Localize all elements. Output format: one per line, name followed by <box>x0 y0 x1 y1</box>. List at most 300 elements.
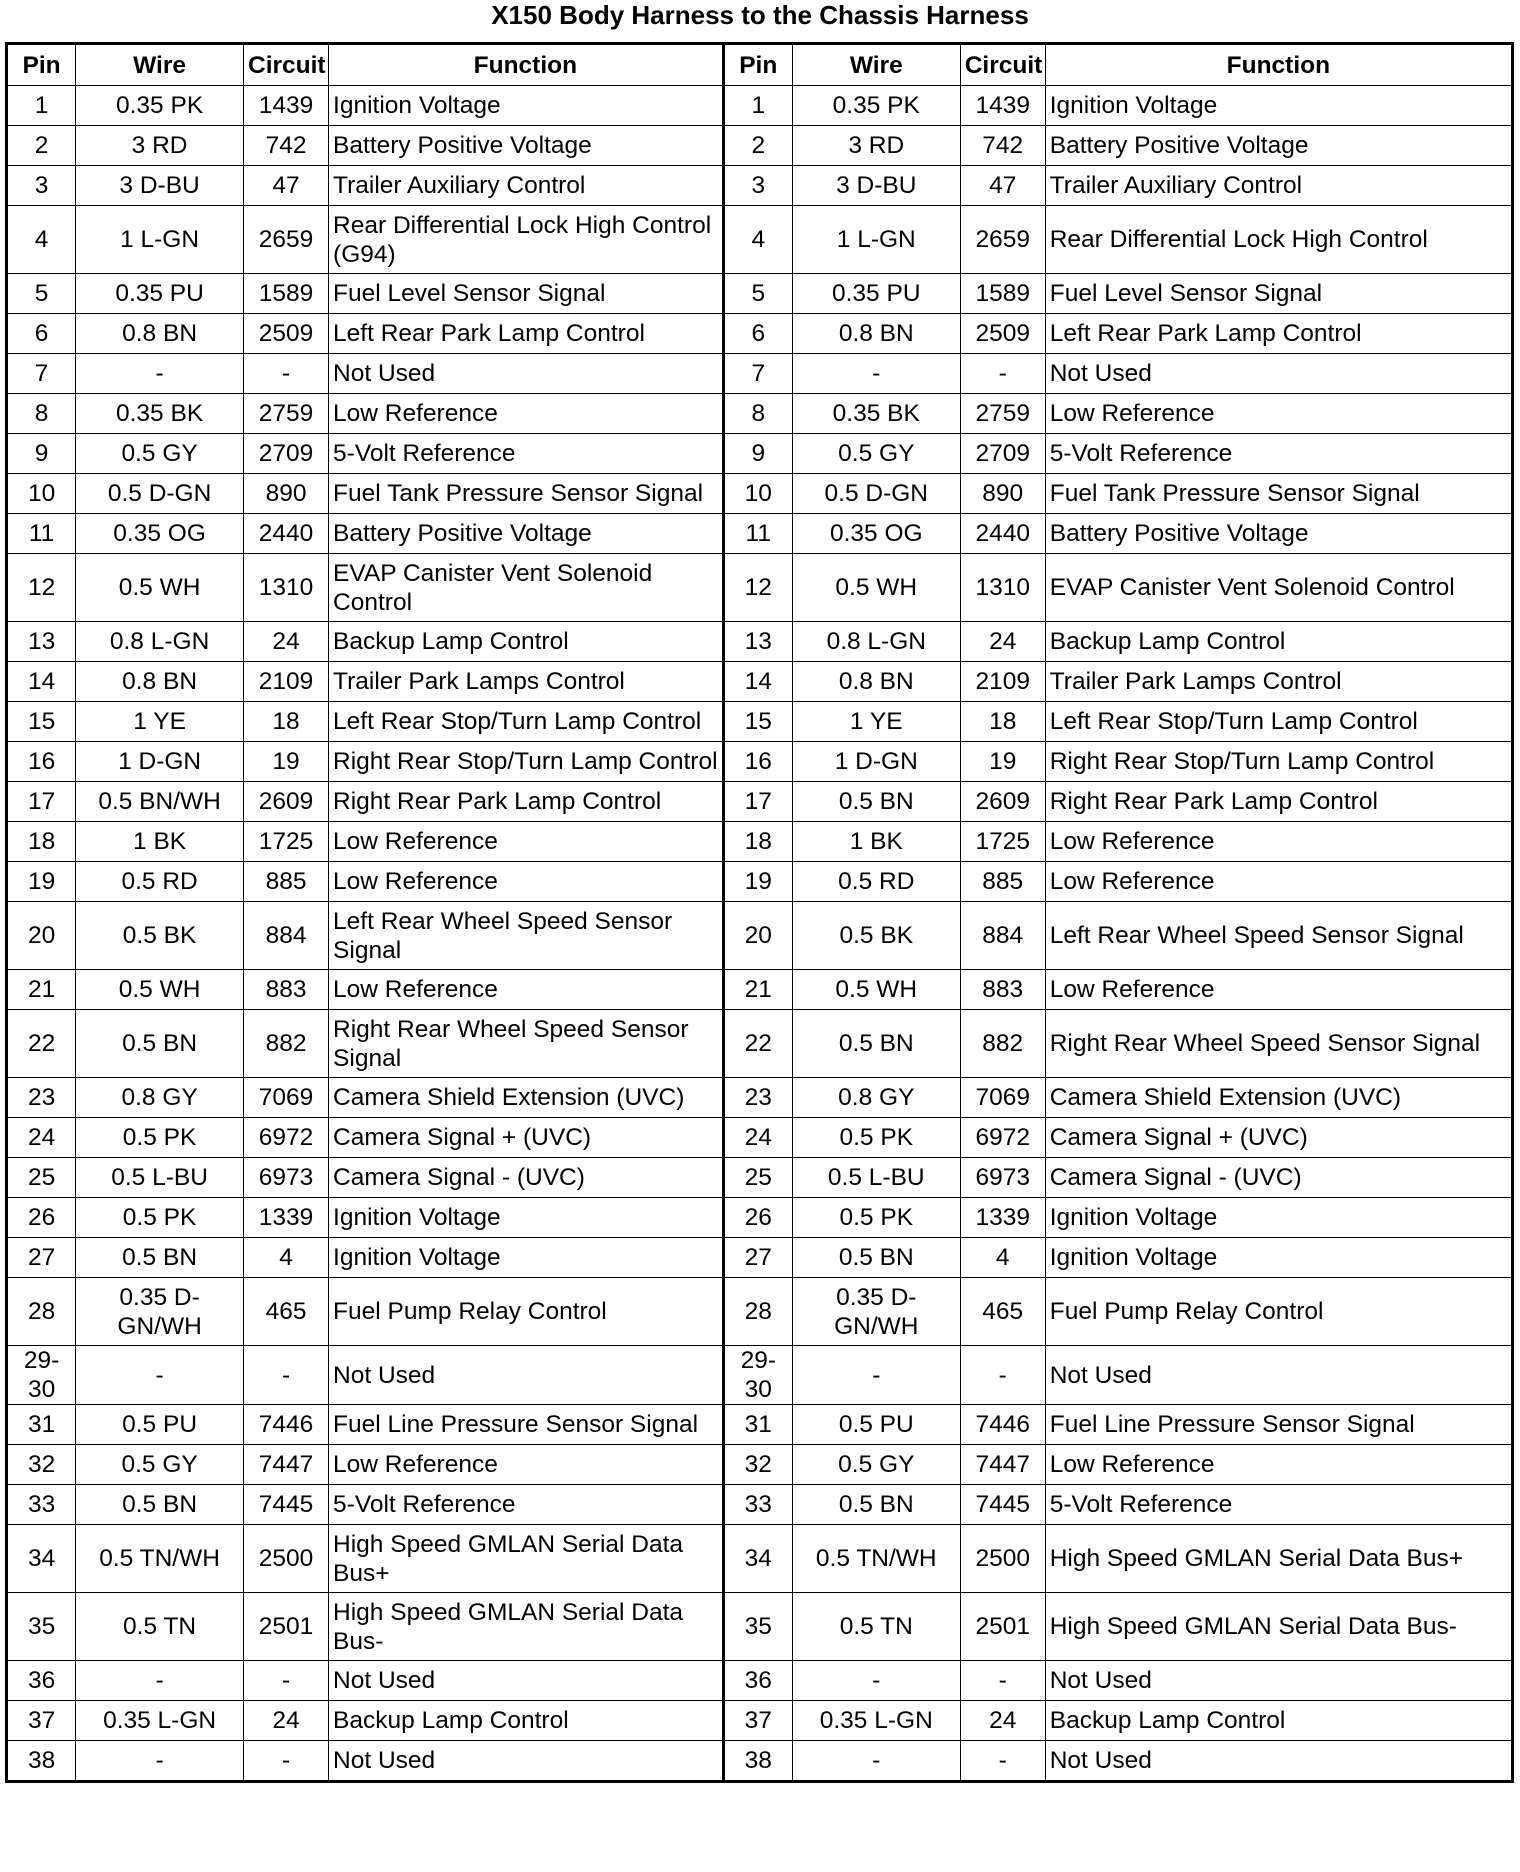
left-wire-cell: 0.5 PU <box>76 1405 244 1445</box>
right-wire-cell: - <box>792 1346 960 1405</box>
left-wire-cell: 0.5 TN/WH <box>76 1525 244 1593</box>
left-wire-cell: - <box>76 354 244 394</box>
right-pin-cell: 37 <box>723 1701 792 1741</box>
table-row <box>7 1158 1513 1198</box>
table-row <box>7 1445 1513 1485</box>
right-wire-cell: 1 YE <box>792 702 960 742</box>
right-function-cell: Trailer Park Lamps Control <box>1045 662 1512 702</box>
left-circuit-cell: 742 <box>244 126 329 166</box>
right-circuit-cell: 2509 <box>960 314 1045 354</box>
left-circuit-cell: 2609 <box>244 782 329 822</box>
right-circuit-cell: 6972 <box>960 1118 1045 1158</box>
left-circuit-cell: 2501 <box>244 1593 329 1661</box>
right-wire-cell: 0.35 L-GN <box>792 1701 960 1741</box>
left-wire-cell: 0.5 GY <box>76 1445 244 1485</box>
col-header-function: Function <box>1045 44 1512 86</box>
right-wire-cell: 0.5 PK <box>792 1118 960 1158</box>
col-header-function: Function <box>329 44 724 86</box>
left-pin-cell: 15 <box>7 702 76 742</box>
left-function-cell: Rear Differential Lock High Control (G94) <box>329 206 724 274</box>
right-circuit-cell: 883 <box>960 970 1045 1010</box>
right-circuit-cell: 7445 <box>960 1485 1045 1525</box>
right-wire-cell: 0.5 WH <box>792 554 960 622</box>
left-circuit-cell: 2709 <box>244 434 329 474</box>
right-function-cell: Ignition Voltage <box>1045 1238 1512 1278</box>
left-pin-cell: 7 <box>7 354 76 394</box>
table-body <box>7 86 1513 1782</box>
table-row <box>7 1701 1513 1741</box>
right-circuit-cell: 1310 <box>960 554 1045 622</box>
table-row <box>7 1118 1513 1158</box>
right-wire-cell: 0.35 PU <box>792 274 960 314</box>
left-wire-cell: - <box>76 1346 244 1405</box>
right-function-cell: Right Rear Stop/Turn Lamp Control <box>1045 742 1512 782</box>
right-wire-cell: 0.5 L-BU <box>792 1158 960 1198</box>
col-header-wire: Wire <box>76 44 244 86</box>
right-circuit-cell: 2709 <box>960 434 1045 474</box>
left-pin-cell: 34 <box>7 1525 76 1593</box>
table-title: X150 Body Harness to the Chassis Harness <box>491 0 1029 30</box>
left-pin-cell: 24 <box>7 1118 76 1158</box>
right-wire-cell: 0.35 BK <box>792 394 960 434</box>
right-pin-cell: 12 <box>723 554 792 622</box>
right-pin-cell: 36 <box>723 1661 792 1701</box>
right-wire-cell: 0.5 D-GN <box>792 474 960 514</box>
right-wire-cell: 0.8 GY <box>792 1078 960 1118</box>
left-function-cell: Camera Shield Extension (UVC) <box>329 1078 724 1118</box>
table-row <box>7 742 1513 782</box>
left-wire-cell: 3 RD <box>76 126 244 166</box>
right-pin-cell: 20 <box>723 902 792 970</box>
left-pin-cell: 16 <box>7 742 76 782</box>
right-pin-cell: 21 <box>723 970 792 1010</box>
table-row <box>7 1078 1513 1118</box>
right-wire-cell: 0.5 TN <box>792 1593 960 1661</box>
left-pin-cell: 28 <box>7 1278 76 1346</box>
left-circuit-cell: 2759 <box>244 394 329 434</box>
left-circuit-cell: 7069 <box>244 1078 329 1118</box>
right-wire-cell: 0.5 TN/WH <box>792 1525 960 1593</box>
left-circuit-cell: 1339 <box>244 1198 329 1238</box>
right-wire-cell: 0.8 BN <box>792 314 960 354</box>
col-header-wire: Wire <box>792 44 960 86</box>
left-wire-cell: 0.35 PK <box>76 86 244 126</box>
left-function-cell: 5-Volt Reference <box>329 434 724 474</box>
table-row <box>7 1198 1513 1238</box>
left-pin-cell: 13 <box>7 622 76 662</box>
left-pin-cell: 21 <box>7 970 76 1010</box>
table-row <box>7 1593 1513 1661</box>
left-circuit-cell: 24 <box>244 1701 329 1741</box>
right-wire-cell: 0.5 BK <box>792 902 960 970</box>
left-function-cell: Fuel Line Pressure Sensor Signal <box>329 1405 724 1445</box>
right-function-cell: Left Rear Stop/Turn Lamp Control <box>1045 702 1512 742</box>
left-function-cell: Camera Signal + (UVC) <box>329 1118 724 1158</box>
left-wire-cell: 1 YE <box>76 702 244 742</box>
left-function-cell: Not Used <box>329 1741 724 1782</box>
table-row <box>7 862 1513 902</box>
table-row <box>7 662 1513 702</box>
right-circuit-cell: 882 <box>960 1010 1045 1078</box>
right-circuit-cell: 465 <box>960 1278 1045 1346</box>
left-circuit-cell: 2440 <box>244 514 329 554</box>
right-pin-cell: 32 <box>723 1445 792 1485</box>
right-function-cell: Camera Signal - (UVC) <box>1045 1158 1512 1198</box>
left-function-cell: Left Rear Stop/Turn Lamp Control <box>329 702 724 742</box>
right-wire-cell: 0.5 GY <box>792 1445 960 1485</box>
right-pin-cell: 29-30 <box>723 1346 792 1405</box>
right-circuit-cell: 2759 <box>960 394 1045 434</box>
left-function-cell: Battery Positive Voltage <box>329 514 724 554</box>
right-function-cell: Right Rear Park Lamp Control <box>1045 782 1512 822</box>
right-pin-cell: 28 <box>723 1278 792 1346</box>
right-circuit-cell: 1589 <box>960 274 1045 314</box>
left-wire-cell: 0.5 PK <box>76 1118 244 1158</box>
table-row <box>7 206 1513 274</box>
right-function-cell: Not Used <box>1045 1346 1512 1405</box>
left-function-cell: Low Reference <box>329 394 724 434</box>
left-pin-cell: 32 <box>7 1445 76 1485</box>
right-pin-cell: 34 <box>723 1525 792 1593</box>
right-wire-cell: 1 D-GN <box>792 742 960 782</box>
left-function-cell: High Speed GMLAN Serial Data Bus- <box>329 1593 724 1661</box>
right-circuit-cell: 2501 <box>960 1593 1045 1661</box>
left-function-cell: Not Used <box>329 354 724 394</box>
right-circuit-cell: - <box>960 354 1045 394</box>
left-wire-cell: 0.5 GY <box>76 434 244 474</box>
right-pin-cell: 4 <box>723 206 792 274</box>
right-circuit-cell: 2440 <box>960 514 1045 554</box>
left-wire-cell: - <box>76 1661 244 1701</box>
left-wire-cell: 0.5 BN/WH <box>76 782 244 822</box>
left-function-cell: 5-Volt Reference <box>329 1485 724 1525</box>
left-wire-cell: 3 D-BU <box>76 166 244 206</box>
left-function-cell: Ignition Voltage <box>329 1198 724 1238</box>
table-row <box>7 1525 1513 1593</box>
left-function-cell: Low Reference <box>329 862 724 902</box>
table-row <box>7 1278 1513 1346</box>
table-row <box>7 1238 1513 1278</box>
left-pin-cell: 8 <box>7 394 76 434</box>
right-pin-cell: 6 <box>723 314 792 354</box>
col-header-circuit: Circuit <box>960 44 1045 86</box>
left-function-cell: Not Used <box>329 1346 724 1405</box>
left-function-cell: Fuel Pump Relay Control <box>329 1278 724 1346</box>
left-pin-cell: 19 <box>7 862 76 902</box>
table-row <box>7 902 1513 970</box>
right-function-cell: Low Reference <box>1045 822 1512 862</box>
left-wire-cell: 0.35 L-GN <box>76 1701 244 1741</box>
left-circuit-cell: 4 <box>244 1238 329 1278</box>
right-function-cell: Not Used <box>1045 1741 1512 1782</box>
right-pin-cell: 19 <box>723 862 792 902</box>
table-row <box>7 434 1513 474</box>
left-wire-cell: 0.5 BK <box>76 902 244 970</box>
table-row <box>7 1346 1513 1405</box>
left-function-cell: Low Reference <box>329 970 724 1010</box>
right-pin-cell: 17 <box>723 782 792 822</box>
right-pin-cell: 25 <box>723 1158 792 1198</box>
right-pin-cell: 15 <box>723 702 792 742</box>
left-pin-cell: 6 <box>7 314 76 354</box>
left-function-cell: Right Rear Stop/Turn Lamp Control <box>329 742 724 782</box>
left-circuit-cell: 890 <box>244 474 329 514</box>
left-wire-cell: 0.5 TN <box>76 1593 244 1661</box>
left-function-cell: Backup Lamp Control <box>329 622 724 662</box>
left-pin-cell: 3 <box>7 166 76 206</box>
right-wire-cell: 0.35 OG <box>792 514 960 554</box>
table-row <box>7 514 1513 554</box>
left-function-cell: Low Reference <box>329 1445 724 1485</box>
right-function-cell: Backup Lamp Control <box>1045 622 1512 662</box>
right-pin-cell: 10 <box>723 474 792 514</box>
right-function-cell: Camera Shield Extension (UVC) <box>1045 1078 1512 1118</box>
left-circuit-cell: - <box>244 1661 329 1701</box>
right-pin-cell: 11 <box>723 514 792 554</box>
left-circuit-cell: 7446 <box>244 1405 329 1445</box>
left-pin-cell: 38 <box>7 1741 76 1782</box>
right-circuit-cell: 2500 <box>960 1525 1045 1593</box>
left-pin-cell: 14 <box>7 662 76 702</box>
left-circuit-cell: 2109 <box>244 662 329 702</box>
left-circuit-cell: 19 <box>244 742 329 782</box>
left-wire-cell: 0.8 BN <box>76 662 244 702</box>
right-function-cell: Left Rear Wheel Speed Sensor Signal <box>1045 902 1512 970</box>
table-row <box>7 166 1513 206</box>
left-wire-cell: 0.5 WH <box>76 970 244 1010</box>
table-row <box>7 1741 1513 1782</box>
left-circuit-cell: 2509 <box>244 314 329 354</box>
right-circuit-cell: 1725 <box>960 822 1045 862</box>
left-pin-cell: 2 <box>7 126 76 166</box>
right-circuit-cell: 2609 <box>960 782 1045 822</box>
left-function-cell: EVAP Canister Vent Solenoid Control <box>329 554 724 622</box>
right-pin-cell: 23 <box>723 1078 792 1118</box>
right-pin-cell: 26 <box>723 1198 792 1238</box>
right-wire-cell: 0.5 BN <box>792 1238 960 1278</box>
right-pin-cell: 9 <box>723 434 792 474</box>
left-function-cell: Fuel Tank Pressure Sensor Signal <box>329 474 724 514</box>
left-wire-cell: 0.5 D-GN <box>76 474 244 514</box>
right-function-cell: Camera Signal + (UVC) <box>1045 1118 1512 1158</box>
table-row <box>7 86 1513 126</box>
left-circuit-cell: 7447 <box>244 1445 329 1485</box>
table-row <box>7 1010 1513 1078</box>
right-function-cell: Left Rear Park Lamp Control <box>1045 314 1512 354</box>
right-wire-cell: 0.8 BN <box>792 662 960 702</box>
left-function-cell: Ignition Voltage <box>329 1238 724 1278</box>
left-wire-cell: 0.5 BN <box>76 1485 244 1525</box>
right-circuit-cell: - <box>960 1661 1045 1701</box>
left-circuit-cell: 883 <box>244 970 329 1010</box>
right-function-cell: Ignition Voltage <box>1045 1198 1512 1238</box>
right-pin-cell: 2 <box>723 126 792 166</box>
table-row <box>7 474 1513 514</box>
left-pin-cell: 27 <box>7 1238 76 1278</box>
right-circuit-cell: 1339 <box>960 1198 1045 1238</box>
right-function-cell: Not Used <box>1045 354 1512 394</box>
right-function-cell: Battery Positive Voltage <box>1045 514 1512 554</box>
left-pin-cell: 33 <box>7 1485 76 1525</box>
right-function-cell: 5-Volt Reference <box>1045 434 1512 474</box>
right-function-cell: Low Reference <box>1045 1445 1512 1485</box>
left-pin-cell: 4 <box>7 206 76 274</box>
right-circuit-cell: 884 <box>960 902 1045 970</box>
table-row <box>7 354 1513 394</box>
right-function-cell: Low Reference <box>1045 970 1512 1010</box>
left-pin-cell: 23 <box>7 1078 76 1118</box>
right-circuit-cell: 890 <box>960 474 1045 514</box>
right-circuit-cell: 2659 <box>960 206 1045 274</box>
left-circuit-cell: 24 <box>244 622 329 662</box>
left-wire-cell: 0.5 BN <box>76 1238 244 1278</box>
right-pin-cell: 31 <box>723 1405 792 1445</box>
left-pin-cell: 18 <box>7 822 76 862</box>
left-wire-cell: 0.35 BK <box>76 394 244 434</box>
right-circuit-cell: 4 <box>960 1238 1045 1278</box>
right-pin-cell: 14 <box>723 662 792 702</box>
left-function-cell: Camera Signal - (UVC) <box>329 1158 724 1198</box>
left-function-cell: Backup Lamp Control <box>329 1701 724 1741</box>
right-wire-cell: 1 L-GN <box>792 206 960 274</box>
left-circuit-cell: 1725 <box>244 822 329 862</box>
left-pin-cell: 29-30 <box>7 1346 76 1405</box>
right-pin-cell: 22 <box>723 1010 792 1078</box>
left-wire-cell: 1 BK <box>76 822 244 862</box>
right-wire-cell: - <box>792 1661 960 1701</box>
right-circuit-cell: 47 <box>960 166 1045 206</box>
right-circuit-cell: 24 <box>960 622 1045 662</box>
right-function-cell: High Speed GMLAN Serial Data Bus+ <box>1045 1525 1512 1593</box>
left-function-cell: Left Rear Park Lamp Control <box>329 314 724 354</box>
left-function-cell: Fuel Level Sensor Signal <box>329 274 724 314</box>
left-wire-cell: 0.35 OG <box>76 514 244 554</box>
right-pin-cell: 16 <box>723 742 792 782</box>
table-row <box>7 126 1513 166</box>
table-row <box>7 702 1513 742</box>
right-pin-cell: 8 <box>723 394 792 434</box>
left-wire-cell: 0.8 BN <box>76 314 244 354</box>
table-row <box>7 622 1513 662</box>
left-pin-cell: 12 <box>7 554 76 622</box>
right-circuit-cell: 18 <box>960 702 1045 742</box>
left-circuit-cell: 885 <box>244 862 329 902</box>
right-wire-cell: 3 D-BU <box>792 166 960 206</box>
right-function-cell: Fuel Tank Pressure Sensor Signal <box>1045 474 1512 514</box>
table-row <box>7 274 1513 314</box>
right-circuit-cell: 24 <box>960 1701 1045 1741</box>
left-wire-cell: 1 L-GN <box>76 206 244 274</box>
left-wire-cell: 0.35 PU <box>76 274 244 314</box>
left-wire-cell: 1 D-GN <box>76 742 244 782</box>
left-wire-cell: 0.5 PK <box>76 1198 244 1238</box>
right-function-cell: Fuel Level Sensor Signal <box>1045 274 1512 314</box>
right-wire-cell: 0.5 BN <box>792 1010 960 1078</box>
right-wire-cell: - <box>792 354 960 394</box>
right-circuit-cell: 7069 <box>960 1078 1045 1118</box>
left-pin-cell: 5 <box>7 274 76 314</box>
left-wire-cell: 0.8 GY <box>76 1078 244 1118</box>
table-row <box>7 1485 1513 1525</box>
left-circuit-cell: 1310 <box>244 554 329 622</box>
right-function-cell: Ignition Voltage <box>1045 86 1512 126</box>
left-pin-cell: 22 <box>7 1010 76 1078</box>
right-wire-cell: 1 BK <box>792 822 960 862</box>
left-wire-cell: 0.5 L-BU <box>76 1158 244 1198</box>
right-function-cell: Backup Lamp Control <box>1045 1701 1512 1741</box>
left-pin-cell: 37 <box>7 1701 76 1741</box>
right-wire-cell: 0.5 WH <box>792 970 960 1010</box>
table-row <box>7 394 1513 434</box>
left-wire-cell: 0.5 RD <box>76 862 244 902</box>
right-circuit-cell: 885 <box>960 862 1045 902</box>
left-wire-cell: 0.35 D-GN/WH <box>76 1278 244 1346</box>
left-circuit-cell: - <box>244 1741 329 1782</box>
left-function-cell: Ignition Voltage <box>329 86 724 126</box>
right-function-cell: EVAP Canister Vent Solenoid Control <box>1045 554 1512 622</box>
left-function-cell: Low Reference <box>329 822 724 862</box>
right-circuit-cell: 1439 <box>960 86 1045 126</box>
left-circuit-cell: - <box>244 1346 329 1405</box>
right-pin-cell: 18 <box>723 822 792 862</box>
left-function-cell: High Speed GMLAN Serial Data Bus+ <box>329 1525 724 1593</box>
right-circuit-cell: 7447 <box>960 1445 1045 1485</box>
pinout-table <box>5 42 1514 1783</box>
right-pin-cell: 35 <box>723 1593 792 1661</box>
table-row <box>7 1661 1513 1701</box>
col-header-pin: Pin <box>723 44 792 86</box>
right-function-cell: Fuel Pump Relay Control <box>1045 1278 1512 1346</box>
table-row <box>7 314 1513 354</box>
left-circuit-cell: 6972 <box>244 1118 329 1158</box>
right-circuit-cell: - <box>960 1741 1045 1782</box>
table-row <box>7 970 1513 1010</box>
right-circuit-cell: 19 <box>960 742 1045 782</box>
right-pin-cell: 27 <box>723 1238 792 1278</box>
left-circuit-cell: 6973 <box>244 1158 329 1198</box>
left-function-cell: Not Used <box>329 1661 724 1701</box>
right-pin-cell: 3 <box>723 166 792 206</box>
right-wire-cell: 0.5 PU <box>792 1405 960 1445</box>
left-circuit-cell: 18 <box>244 702 329 742</box>
right-function-cell: Battery Positive Voltage <box>1045 126 1512 166</box>
right-wire-cell: 0.35 PK <box>792 86 960 126</box>
left-wire-cell: 0.8 L-GN <box>76 622 244 662</box>
header-row <box>7 44 1513 86</box>
right-function-cell: Rear Differential Lock High Control <box>1045 206 1512 274</box>
left-circuit-cell: 1589 <box>244 274 329 314</box>
left-circuit-cell: 465 <box>244 1278 329 1346</box>
left-pin-cell: 11 <box>7 514 76 554</box>
right-circuit-cell: 742 <box>960 126 1045 166</box>
left-circuit-cell: 47 <box>244 166 329 206</box>
right-circuit-cell: 7446 <box>960 1405 1045 1445</box>
left-pin-cell: 35 <box>7 1593 76 1661</box>
table-row <box>7 554 1513 622</box>
left-circuit-cell: 2659 <box>244 206 329 274</box>
left-pin-cell: 9 <box>7 434 76 474</box>
left-pin-cell: 36 <box>7 1661 76 1701</box>
right-function-cell: High Speed GMLAN Serial Data Bus- <box>1045 1593 1512 1661</box>
left-pin-cell: 26 <box>7 1198 76 1238</box>
right-pin-cell: 13 <box>723 622 792 662</box>
right-circuit-cell: - <box>960 1346 1045 1405</box>
right-function-cell: Low Reference <box>1045 394 1512 434</box>
left-function-cell: Trailer Park Lamps Control <box>329 662 724 702</box>
right-pin-cell: 33 <box>723 1485 792 1525</box>
col-header-circuit: Circuit <box>244 44 329 86</box>
right-function-cell: Fuel Line Pressure Sensor Signal <box>1045 1405 1512 1445</box>
